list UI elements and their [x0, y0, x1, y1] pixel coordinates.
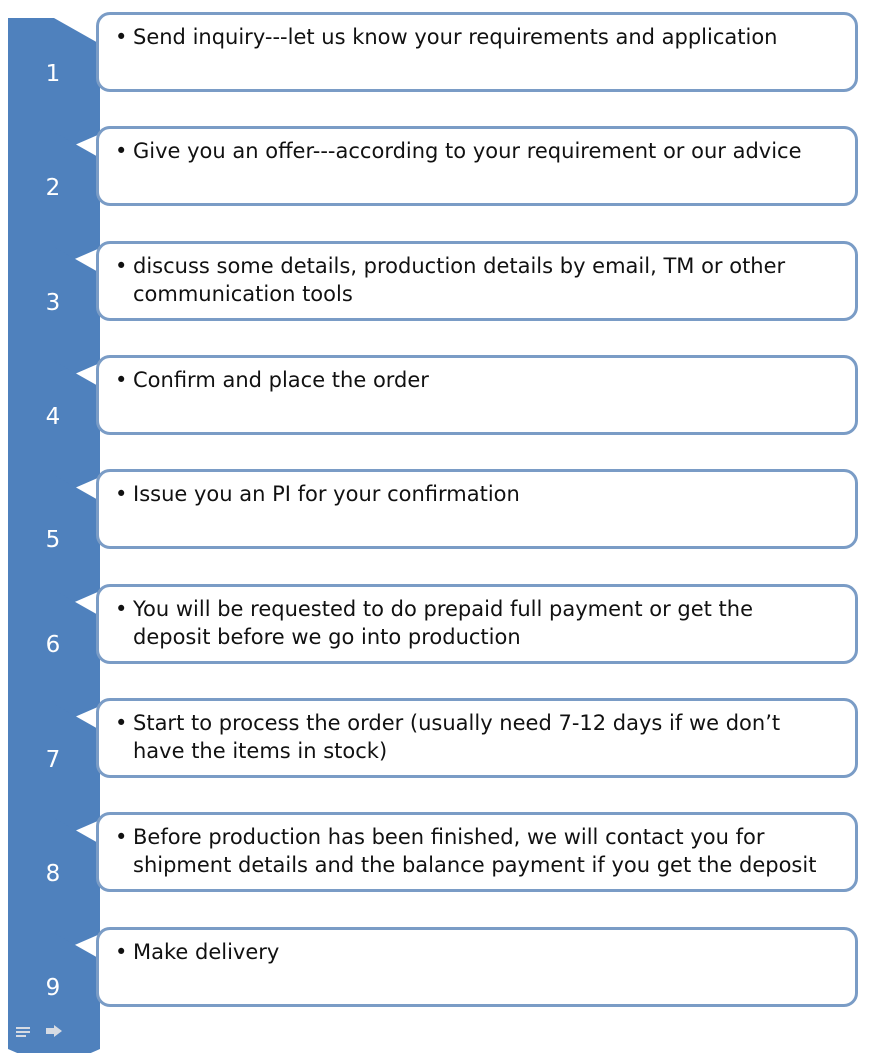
step-description: • Make delivery — [115, 938, 837, 966]
step-description-box — [96, 469, 858, 549]
step-description-box — [96, 355, 858, 435]
step-description-box — [96, 12, 858, 92]
process-step — [0, 355, 872, 470]
step-description-box — [96, 812, 858, 892]
step-number: 3 — [45, 290, 61, 316]
step-description: • discuss some details, production details by email, TM or other communication tools — [115, 252, 837, 308]
step-description: • Confirm and place the order — [115, 366, 837, 394]
step-description-box — [96, 126, 858, 206]
step-number: 7 — [45, 747, 61, 773]
step-description: • Give you an offer---according to your requirement or our advice — [115, 137, 837, 165]
step-description: • Before production has been finished, we will contact you for shipment details and the balance payment if you get the deposit — [115, 823, 837, 879]
process-step — [0, 927, 872, 1042]
step-number: 6 — [45, 632, 61, 658]
step-description-box — [96, 927, 858, 1007]
step-description-box — [96, 698, 858, 778]
step-number: 4 — [45, 404, 61, 430]
process-step — [0, 469, 872, 584]
step-description: • You will be requested to do prepaid full payment or get the deposit before we go into production — [115, 595, 837, 651]
process-step — [0, 126, 872, 241]
step-description: • Issue you an PI for your confirmation — [115, 480, 837, 508]
step-description: • Send inquiry---let us know your requirements and application — [115, 23, 837, 51]
process-step — [0, 12, 872, 127]
step-number: 8 — [45, 861, 61, 887]
step-description-box — [96, 241, 858, 321]
watermark-icon — [14, 1024, 74, 1038]
process-step — [0, 241, 872, 356]
step-description-box — [96, 584, 858, 664]
step-number: 2 — [45, 175, 61, 201]
step-number: 5 — [45, 527, 61, 553]
step-number: 1 — [45, 61, 61, 87]
step-number: 9 — [45, 975, 61, 1001]
process-step — [0, 812, 872, 927]
process-step — [0, 698, 872, 813]
step-description: • Start to process the order (usually need 7-12 days if we don’t have the items in stock) — [115, 709, 837, 765]
process-step — [0, 584, 872, 699]
